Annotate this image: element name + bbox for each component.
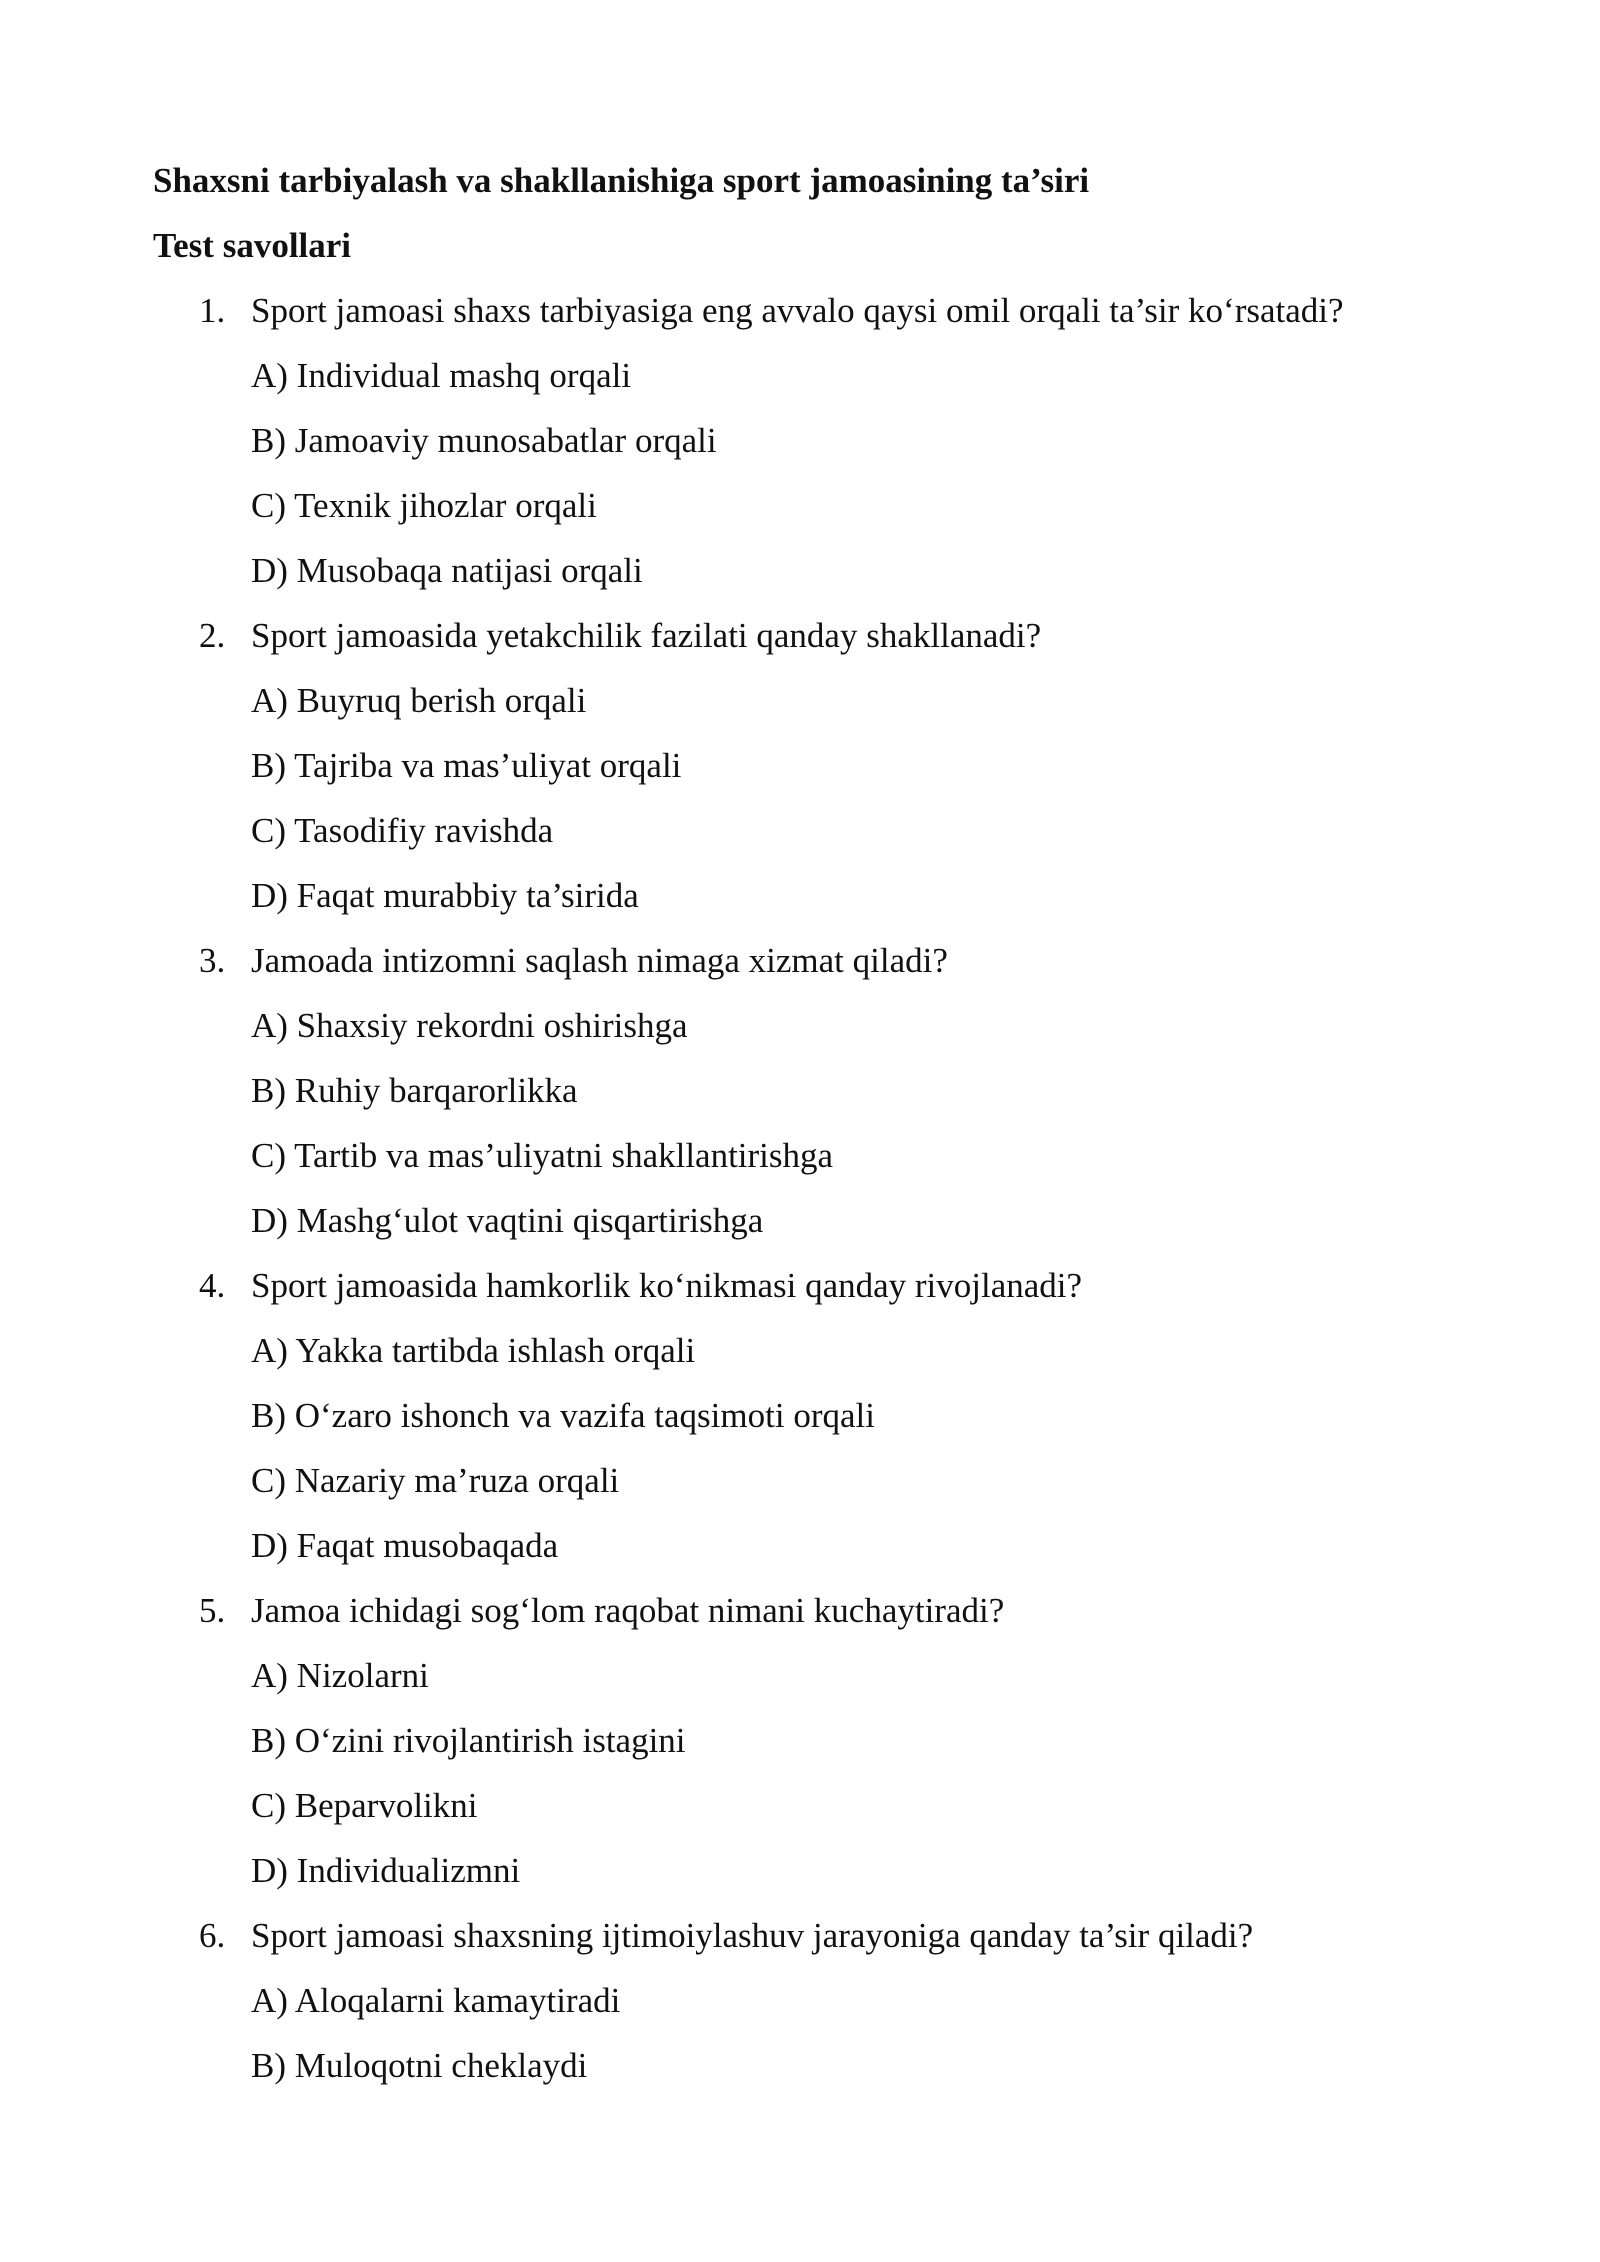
answer-option-a: A) Individual mashq orqali <box>251 356 632 395</box>
question-item-6 <box>153 1903 1453 2098</box>
answer-option-a: A) Yakka tartibda ishlash orqali <box>251 1331 696 1370</box>
question-line <box>153 1253 1453 1318</box>
question-text: Sport jamoasida hamkorlik ko‘nikmasi qanday rivojlanadi? <box>251 1266 1083 1305</box>
document-content <box>153 148 1453 2098</box>
answer-option-c: C) Tartib va mas’uliyatni shakllantirishga <box>251 1136 834 1175</box>
question-number: 4. <box>199 1266 226 1305</box>
question-text: Sport jamoasi shaxsning ijtimoiylashuv jarayoniga qanday ta’sir qiladi? <box>251 1916 1254 1955</box>
question-item-4 <box>153 1253 1453 1578</box>
question-item-3 <box>153 928 1453 1253</box>
answer-option-d: D) Musobaqa natijasi orqali <box>251 551 643 590</box>
answer-option-b: B) Jamoaviy munosabatlar orqali <box>251 421 717 460</box>
answer-option-c: C) Tasodifiy ravishda <box>251 811 554 850</box>
question-line <box>153 278 1453 343</box>
question-item-1 <box>153 278 1453 603</box>
question-item-5 <box>153 1578 1453 1903</box>
answer-option-d: D) Mashg‘ulot vaqtini qisqartirishga <box>251 1201 764 1240</box>
answer-option-a: A) Shaxsiy rekordni oshirishga <box>251 1006 688 1045</box>
question-text: Sport jamoasida yetakchilik fazilati qanday shakllanadi? <box>251 616 1042 655</box>
question-number: 5. <box>199 1591 226 1630</box>
document-title: Shaxsni tarbiyalash va shakllanishiga sport jamoasining ta’siri <box>153 161 1090 200</box>
question-text: Jamoada intizomni saqlash nimaga xizmat qiladi? <box>251 941 948 980</box>
answer-option-b: B) Ruhiy barqarorlikka <box>251 1071 578 1110</box>
answer-option-a: A) Buyruq berish orqali <box>251 681 587 720</box>
answer-option-b: B) Muloqotni cheklaydi <box>251 2046 588 2085</box>
question-number: 3. <box>199 941 226 980</box>
question-number: 6. <box>199 1916 226 1955</box>
answer-option-c: C) Nazariy ma’ruza orqali <box>251 1461 620 1500</box>
answer-option-c: C) Beparvolikni <box>251 1786 478 1825</box>
answer-option-b: B) Tajriba va mas’uliyat orqali <box>251 746 682 785</box>
question-line <box>153 603 1453 668</box>
question-line <box>153 1903 1453 1968</box>
answer-option-d: D) Faqat murabbiy ta’sirida <box>251 876 639 915</box>
document-subtitle: Test savollari <box>153 226 352 265</box>
question-number: 1. <box>199 291 226 330</box>
question-line <box>153 1578 1453 1643</box>
question-text: Jamoa ichidagi sog‘lom raqobat nimani kuchaytiradi? <box>251 1591 1005 1630</box>
question-list <box>153 278 1453 2098</box>
answer-option-c: C) Texnik jihozlar orqali <box>251 486 597 525</box>
answer-option-d: D) Individualizmni <box>251 1851 521 1890</box>
answer-option-b: B) O‘zini rivojlantirish istagini <box>251 1721 686 1760</box>
answer-option-d: D) Faqat musobaqada <box>251 1526 559 1565</box>
answer-option-a: A) Aloqalarni kamaytiradi <box>251 1981 621 2020</box>
question-number: 2. <box>199 616 226 655</box>
question-item-2 <box>153 603 1453 928</box>
question-line <box>153 928 1453 993</box>
answer-option-a: A) Nizolarni <box>251 1656 429 1695</box>
answer-option-b: B) O‘zaro ishonch va vazifa taqsimoti orqali <box>251 1396 875 1435</box>
question-text: Sport jamoasi shaxs tarbiyasiga eng avvalo qaysi omil orqali ta’sir ko‘rsatadi? <box>251 291 1344 330</box>
